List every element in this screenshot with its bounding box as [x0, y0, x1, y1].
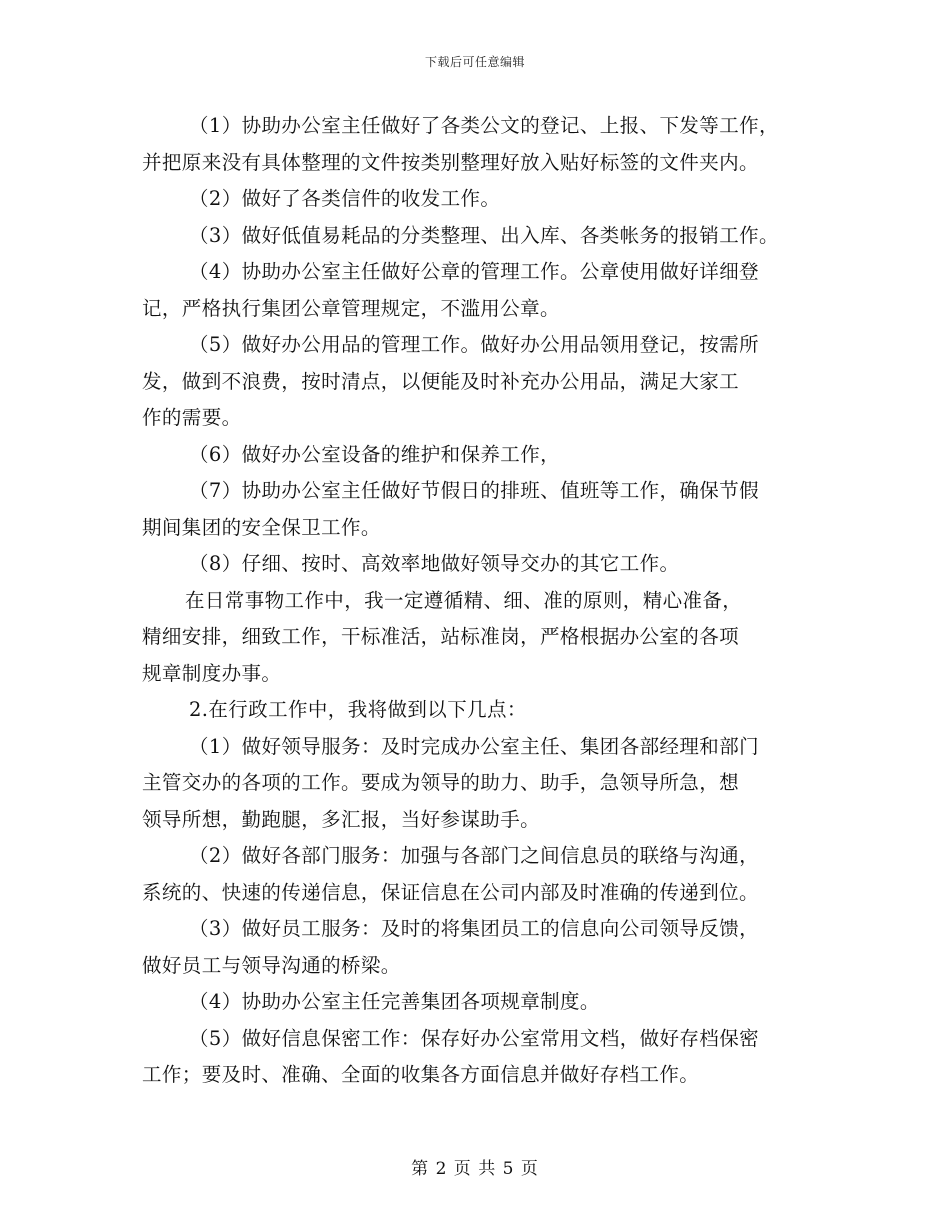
- text-line: 系统的、快速的传递信息，保证信息在公司内部及时准确的传递到位。: [142, 880, 759, 904]
- page-header: 下载后可任意编辑: [424, 55, 525, 69]
- text-line: （5）做好办公用品的管理工作。做好办公用品领用登记，按需所: [189, 333, 760, 356]
- text-line: 做好员工与领导沟通的桥梁。: [142, 953, 401, 977]
- text-line: 2.在行政工作中，我将做到以下几点：: [189, 698, 527, 721]
- text-line: （6）做好办公室设备的维护和保养工作，: [189, 442, 561, 466]
- text-line: （2）做好各部门服务：加强与各部门之间信息员的联络与沟通，: [189, 844, 760, 867]
- text-line: （8）仔细、按时、高效率地做好领导交办的其它工作。: [189, 552, 680, 575]
- text-line: （1）协助办公室主任做好了各类公文的登记、上报、下发等工作，: [189, 114, 779, 137]
- text-line: 领导所想，勤跑腿，多汇报，当好参谋助手。: [142, 807, 541, 831]
- text-line: 工作；要及时、准确、全面的收集各方面信息并做好存档工作。: [142, 1063, 700, 1086]
- text-line: 在日常事物工作中，我一定遵循精、细、准的原则，精心准备，: [185, 588, 743, 612]
- text-line: 记，严格执行集团公章管理规定，不滥用公章。: [142, 296, 560, 320]
- text-line: 主管交办的各项的工作。要成为领导的助力、助手，急领导所急，想: [142, 771, 740, 794]
- text-line: 并把原来没有具体整理的文件按类别整理好放入贴好标签的文件夹内。: [142, 150, 759, 174]
- text-line: （2）做好了各类信件的收发工作。: [189, 187, 501, 210]
- text-line: 发，做到不浪费，按时清点，以便能及时补充办公用品，满足大家工: [142, 369, 740, 393]
- text-line: （3）做好低值易耗品的分类整理、出入库、各类帐务的报销工作。: [189, 223, 779, 247]
- document-body: [142, 108, 822, 1094]
- text-line: （3）做好员工服务：及时的将集团员工的信息向公司领导反馈，: [189, 917, 760, 940]
- text-line: （4）协助办公室主任完善集团各项规章制度。: [189, 990, 600, 1013]
- text-line: 精细安排，细致工作，干标准活，站标准岗，严格根据办公室的各项: [142, 625, 740, 648]
- text-line: （1）做好领导服务：及时完成办公室主任、集团各部经理和部门: [189, 734, 760, 758]
- page-number: 第 2 页 共 5 页: [411, 1159, 539, 1179]
- text-line: 作的需要。: [142, 406, 242, 429]
- text-line: （5）做好信息保密工作：保存好办公室常用文档，做好存档保密: [189, 1026, 760, 1050]
- text-line: 规章制度办事。: [142, 661, 282, 685]
- text-line: 期间集团的安全保卫工作。: [142, 515, 381, 539]
- text-line: （4）协助办公室主任做好公章的管理工作。公章使用做好详细登: [189, 260, 760, 283]
- text-line: （7）协助办公室主任做好节假日的排班、值班等工作，确保节假: [189, 479, 760, 502]
